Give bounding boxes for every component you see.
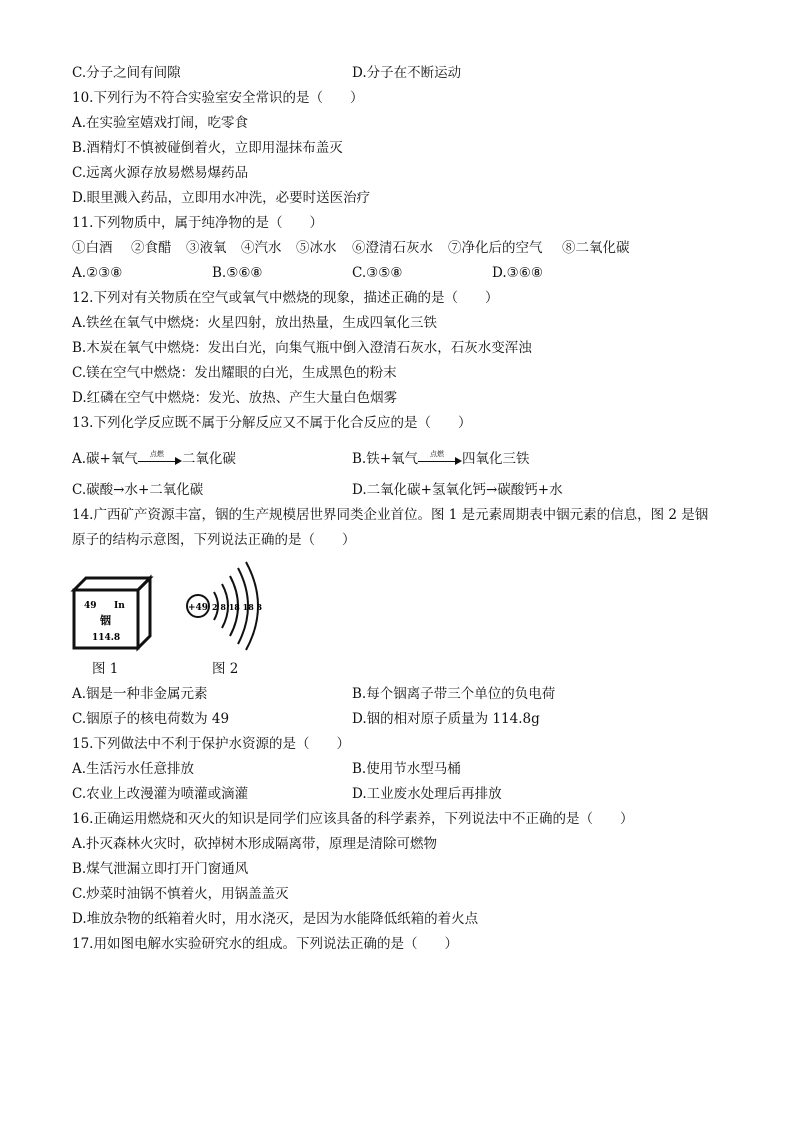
atomic-mass: 114.8	[92, 633, 121, 643]
q10-option-b: B.酒精灯不慎被碰倒着火，立即用湿抹布盖灭	[72, 140, 343, 156]
q15-option-d: D.工业废水处理后再排放	[352, 786, 502, 802]
atomic-number: 49	[84, 601, 97, 611]
reaction-arrow-icon	[418, 449, 462, 467]
q12-option-b: B.木炭在氧气中燃烧：发出白光，向集气瓶中倒入澄清石灰水，石灰水变浑浊	[72, 340, 532, 356]
figure-2-caption: 图 2	[212, 661, 239, 677]
reaction-condition: 点燃	[149, 449, 164, 458]
q11-option-c: C.③⑤⑧	[352, 265, 403, 281]
q10-option-d: D.眼里溅入药品，立即用水冲洗，必要时送医治疗	[72, 190, 371, 206]
q14-option-d: D.铟的相对原子质量为 114.8g	[352, 711, 540, 727]
q13-option-b-reactants: B.铁+氧气	[352, 451, 419, 467]
q11-item: ⑥澄清石灰水	[352, 240, 433, 256]
q12-option-c: C.镁在空气中燃烧：发出耀眼的白光，生成黑色的粉末	[72, 365, 397, 381]
reaction-arrow-icon	[138, 449, 182, 467]
q9-option-d: D.分子在不断运动	[352, 65, 462, 81]
q13-option-b-product: 四氧化三铁	[462, 451, 530, 467]
q15-option-a: A.生活污水任意排放	[72, 761, 195, 777]
q10-stem: 10.下列行为不符合实验室安全常识的是（ ）	[72, 90, 364, 106]
q14-option-a: A.铟是一种非金属元素	[72, 686, 208, 702]
q13-option-b	[352, 449, 530, 469]
q11-item: ①白酒	[72, 240, 113, 256]
q14-option-b: B.每个铟离子带三个单位的负电荷	[352, 686, 556, 702]
q9-option-c: C.分子之间有间隙	[72, 65, 181, 81]
q13-stem: 13.下列化学反应既不属于分解反应又不属于化合反应的是（ ）	[72, 415, 472, 431]
q13-option-a	[72, 449, 236, 469]
periodic-table-cell-figure	[70, 572, 156, 652]
q14-option-c: C.铟原子的核电荷数为 49	[72, 711, 230, 727]
q10-option-a: A.在实验室嬉戏打闹，吃零食	[72, 115, 249, 131]
q11-item: ⑧二氧化碳	[562, 240, 630, 256]
electron-shells: 2 8 18 18 3	[212, 602, 263, 612]
q15-option-c: C.农业上改漫灌为喷灌或滴灌	[72, 786, 249, 802]
q12-option-d: D.红磷在空气中燃烧：发光、放热、产生大量白色烟雾	[72, 390, 398, 406]
q12-stem: 12.下列对有关物质在空气或氧气中燃烧的现象，描述正确的是（ ）	[72, 290, 499, 306]
q11-stem: 11.下列物质中，属于纯净物的是（ ）	[72, 215, 323, 231]
q15-stem: 15.下列做法中不利于保护水资源的是（ ）	[72, 736, 350, 752]
q16-option-b: B.煤气泄漏立即打开门窗通风	[72, 861, 249, 877]
q13-option-a-reactants: A.碳+氧气	[72, 451, 138, 467]
q16-stem: 16.正确运用燃烧和灭火的知识是同学们应该具备的科学素养，下列说法中不正确的是（ ）	[72, 811, 634, 827]
q11-item: ②食醋	[131, 240, 172, 256]
q13-option-a-product: 二氧化碳	[181, 451, 236, 467]
nucleus-charge: +49	[188, 603, 209, 613]
figure-1-caption: 图 1	[92, 661, 119, 677]
element-name: 铟	[100, 614, 111, 627]
q11-item: ③液氧	[186, 240, 227, 256]
q10-option-c: C.远离火源存放易燃易爆药品	[72, 165, 249, 181]
atom-structure-figure	[176, 560, 272, 652]
q11-option-a: A.②③⑧	[72, 265, 123, 281]
q15-option-b: B.使用节水型马桶	[352, 761, 461, 777]
q14-stem-line2: 原子的结构示意图，下列说法正确的是（ ）	[72, 532, 356, 548]
reaction-condition: 点燃	[430, 449, 445, 458]
q11-item: ④汽水	[241, 240, 282, 256]
q16-option-d: D.堆放杂物的纸箱着火时，用水浇灭，是因为水能降低纸箱的着火点	[72, 911, 479, 927]
q13-option-d: D.二氧化碳+氢氧化钙→碳酸钙+水	[352, 482, 563, 498]
q13-option-c: C.碳酸→水+二氧化碳	[72, 482, 204, 498]
q11-item: ⑤冰水	[296, 240, 337, 256]
q11-option-b: B.⑤⑥⑧	[212, 265, 263, 281]
q14-stem-line1: 14.广西矿产资源丰富，铟的生产规模居世界同类企业首位。图 1 是元素周期表中铟元素的信息，图 2 是铟	[72, 507, 709, 523]
q16-option-c: C.炒菜时油锅不慎着火，用锅盖盖灭	[72, 886, 289, 902]
q11-item: ⑦净化后的空气	[448, 240, 543, 256]
q11-option-d: D.③⑥⑧	[492, 265, 543, 281]
q16-option-a: A.扑灭森林火灾时，砍掉树木形成隔离带，原理是清除可燃物	[72, 836, 438, 852]
q17-stem: 17.用如图电解水实验研究水的组成。下列说法正确的是（ ）	[72, 936, 458, 952]
element-symbol: In	[114, 601, 125, 611]
q12-option-a: A.铁丝在氧气中燃烧：火星四射，放出热量，生成四氧化三铁	[72, 315, 438, 331]
